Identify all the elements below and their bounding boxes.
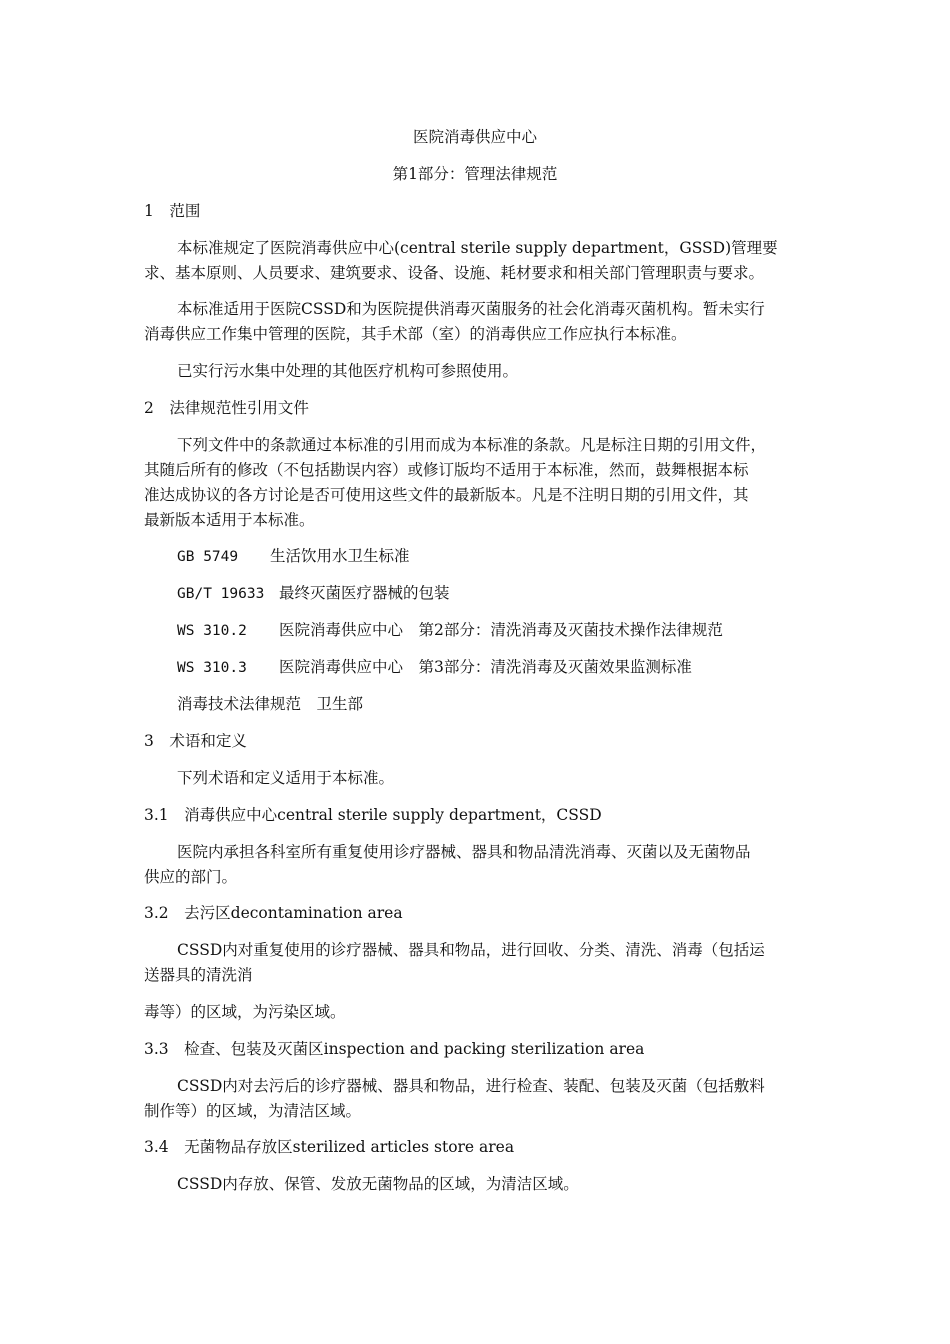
section-1-paragraph-1-line-2: 求、基本原则、人员要求、建筑要求、设备、设施、耗材要求和相关部门管理职责与要求。 — [144, 264, 765, 282]
term-3-2-heading: 3.2 去污区decontamination area — [144, 904, 403, 922]
reference-name: 医院消毒供应中心 第3部分：清洗消毒及灭菌效果监测标准 — [279, 658, 692, 676]
term-3-4-heading: 3.4 无菌物品存放区sterilized articles store area — [144, 1138, 515, 1156]
term-3-2-definition-line-2: 送器具的清洗消 — [144, 966, 253, 984]
term-3-3-definition-line-1: CSSD内对去污后的诊疗器械、器具和物品，进行检查、装配、包装及灭菌（包括敷料 — [177, 1077, 765, 1095]
reference-code: WS 310.2 — [177, 623, 247, 639]
section-3-heading: 3 术语和定义 — [144, 732, 247, 750]
reference-item — [177, 583, 450, 604]
section-2-paragraph-line-2: 其随后所有的修改（不包括勘误内容）或修订版均不适用于本标准，然而，鼓舞根据本标 — [144, 461, 749, 479]
reference-item — [177, 546, 410, 567]
section-2-paragraph-line-3: 准达成协议的各方讨论是否可使用这些文件的最新版本。凡是不注明日期的引用文件，其 — [144, 486, 749, 504]
reference-name: 生活饮用水卫生标准 — [270, 547, 410, 565]
document-title: 医院消毒供应中心 — [412, 128, 537, 146]
reference-item-last: 消毒技术法律规范 卫生部 — [177, 695, 364, 713]
term-3-1-heading: 3.1 消毒供应中心central sterile supply department，CSSD — [144, 806, 602, 824]
document-subtitle: 第1部分：管理法律规范 — [392, 165, 558, 183]
section-2-paragraph-line-4: 最新版本适用于本标准。 — [144, 511, 315, 529]
reference-item — [177, 657, 692, 678]
term-3-4-definition: CSSD内存放、保管、发放无菌物品的区域，为清洁区域。 — [177, 1175, 579, 1193]
term-3-1-definition-line-2: 供应的部门。 — [144, 868, 238, 886]
term-3-3-definition-line-2: 制作等）的区域，为清洁区域。 — [144, 1102, 362, 1120]
reference-item — [177, 620, 723, 641]
section-1-paragraph-2-line-2: 消毒供应工作集中管理的医院，其手术部（室）的消毒供应工作应执行本标准。 — [144, 325, 687, 343]
term-3-1-definition-line-1: 医院内承担各科室所有重复使用诊疗器械、器具和物品清洗消毒、灭菌以及无菌物品 — [177, 843, 751, 861]
reference-name: 医院消毒供应中心 第2部分：清洗消毒及灭菌技术操作法律规范 — [279, 621, 723, 639]
section-3-intro: 下列术语和定义适用于本标准。 — [177, 769, 395, 787]
term-3-3-heading: 3.3 检查、包装及灭菌区inspection and packing sterilization area — [144, 1040, 645, 1058]
reference-code: GB/T 19633 — [177, 586, 265, 602]
section-1-paragraph-1-line-1: 本标准规定了医院消毒供应中心(central sterile supply department，GSSD)管理要 — [177, 239, 778, 257]
reference-code: GB 5749 — [177, 549, 239, 565]
reference-code: WS 310.3 — [177, 660, 247, 676]
reference-name: 最终灭菌医疗器械的包装 — [279, 584, 450, 602]
section-2-heading: 2 法律规范性引用文件 — [144, 399, 309, 417]
section-1-heading: 1 范围 — [144, 202, 201, 220]
term-3-2-definition-line-3: 毒等）的区域，为污染区域。 — [144, 1003, 346, 1021]
term-3-2-definition-line-1: CSSD内对重复使用的诊疗器械、器具和物品，进行回收、分类、清洗、消毒（包括运 — [177, 941, 765, 959]
section-1-paragraph-3: 已实行污水集中处理的其他医疗机构可参照使用。 — [177, 362, 519, 380]
section-1-paragraph-2-line-1: 本标准适用于医院CSSD和为医院提供消毒灭菌服务的社会化消毒灭菌机构。暂未实行 — [177, 300, 765, 318]
section-2-paragraph-line-1: 下列文件中的条款通过本标准的引用而成为本标准的条款。凡是标注日期的引用文件， — [177, 436, 767, 454]
